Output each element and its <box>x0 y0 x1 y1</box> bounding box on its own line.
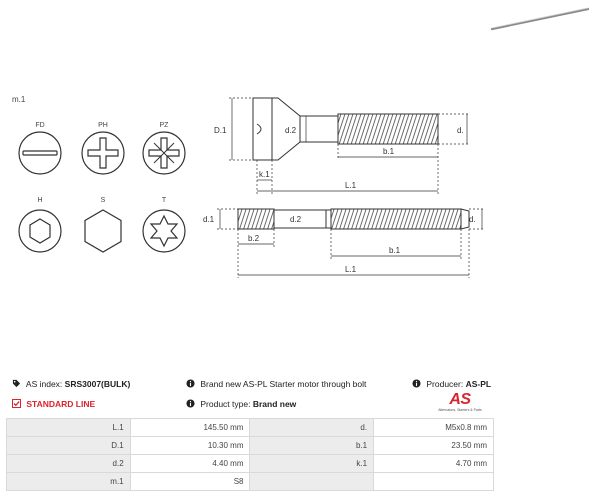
dim-d2: d.2 <box>285 126 297 135</box>
dim-k1: k.1 <box>259 170 270 179</box>
spec-value: 10.30 mm <box>130 437 250 455</box>
info-icon <box>186 399 195 408</box>
dim-b1: b.1 <box>383 147 395 156</box>
spec-key: L.1 <box>7 419 131 437</box>
table-row <box>7 437 494 455</box>
spec-value: S8 <box>130 473 250 491</box>
hex-head-icon <box>85 210 121 252</box>
brand-logo <box>430 392 490 413</box>
hex-socket-icon <box>19 210 61 252</box>
bolt-photo <box>488 4 592 34</box>
drive-label-t: T <box>161 197 167 204</box>
dim-d-lower: d. <box>469 215 476 224</box>
spec-key <box>250 473 374 491</box>
description-row <box>186 379 366 389</box>
brand-logo-caption: Alternators, Starters & Parts <box>438 408 482 412</box>
producer-row <box>412 379 491 389</box>
drive-label-pz: PZ <box>159 122 169 129</box>
dim-d: d. <box>457 126 464 135</box>
product-type-value: Brand new <box>252 399 297 409</box>
bolt-full-view <box>238 209 469 229</box>
as-index-row <box>12 379 130 389</box>
technical-drawing <box>0 85 600 285</box>
spec-value: 23.50 mm <box>374 437 494 455</box>
spec-key: d.2 <box>7 455 131 473</box>
spec-key: m.1 <box>7 473 131 491</box>
standard-line-label: STANDARD LINE <box>26 399 96 409</box>
drive-label-s: S <box>100 197 106 204</box>
torx-icon <box>143 210 185 252</box>
pozidriv-icon <box>143 132 185 174</box>
table-row <box>7 419 494 437</box>
spec-key: b.1 <box>250 437 374 455</box>
as-index-label: AS index: <box>25 379 63 389</box>
spec-value: 4.40 mm <box>130 455 250 473</box>
info-icon <box>186 379 195 388</box>
spec-table <box>6 418 494 491</box>
spec-value: M5x0.8 mm <box>374 419 494 437</box>
spec-key: d. <box>250 419 374 437</box>
bolt-side-view <box>253 98 438 160</box>
producer-label: Producer: <box>426 379 464 389</box>
drive-group-label: m.1 <box>12 95 26 104</box>
info-icon <box>412 379 421 388</box>
checkbox-icon <box>12 399 21 408</box>
drive-label-fd: FD <box>35 122 45 129</box>
product-type-label: Product type: <box>200 399 251 409</box>
flat-slot-icon <box>19 132 61 174</box>
drive-label-h: H <box>37 197 43 204</box>
dim-b2: b.2 <box>248 234 260 243</box>
product-type-row <box>186 399 296 409</box>
spec-value: 145.50 mm <box>130 419 250 437</box>
spec-value <box>374 473 494 491</box>
dim-b1-lower: b.1 <box>389 246 401 255</box>
phillips-icon <box>82 132 124 174</box>
spec-key: k.1 <box>250 455 374 473</box>
dim-d1: d.1 <box>203 215 215 224</box>
description-text: Brand new AS-PL Starter motor through bolt <box>200 379 367 389</box>
drive-label-ph: PH <box>98 122 108 129</box>
table-row <box>7 473 494 491</box>
tag-icon <box>12 379 21 388</box>
spec-key: D.1 <box>7 437 131 455</box>
brand-logo-text: AS <box>449 391 471 408</box>
standard-line-row <box>12 399 95 409</box>
producer-value: AS-PL <box>465 379 492 389</box>
dim-L1-lower: L.1 <box>345 265 357 274</box>
dim-d2-lower: d.2 <box>290 215 302 224</box>
dim-L1: L.1 <box>345 181 357 190</box>
spec-value: 4.70 mm <box>374 455 494 473</box>
as-index-value: SRS3007(BULK) <box>64 379 131 389</box>
table-row <box>7 455 494 473</box>
dim-D1: D.1 <box>214 126 227 135</box>
